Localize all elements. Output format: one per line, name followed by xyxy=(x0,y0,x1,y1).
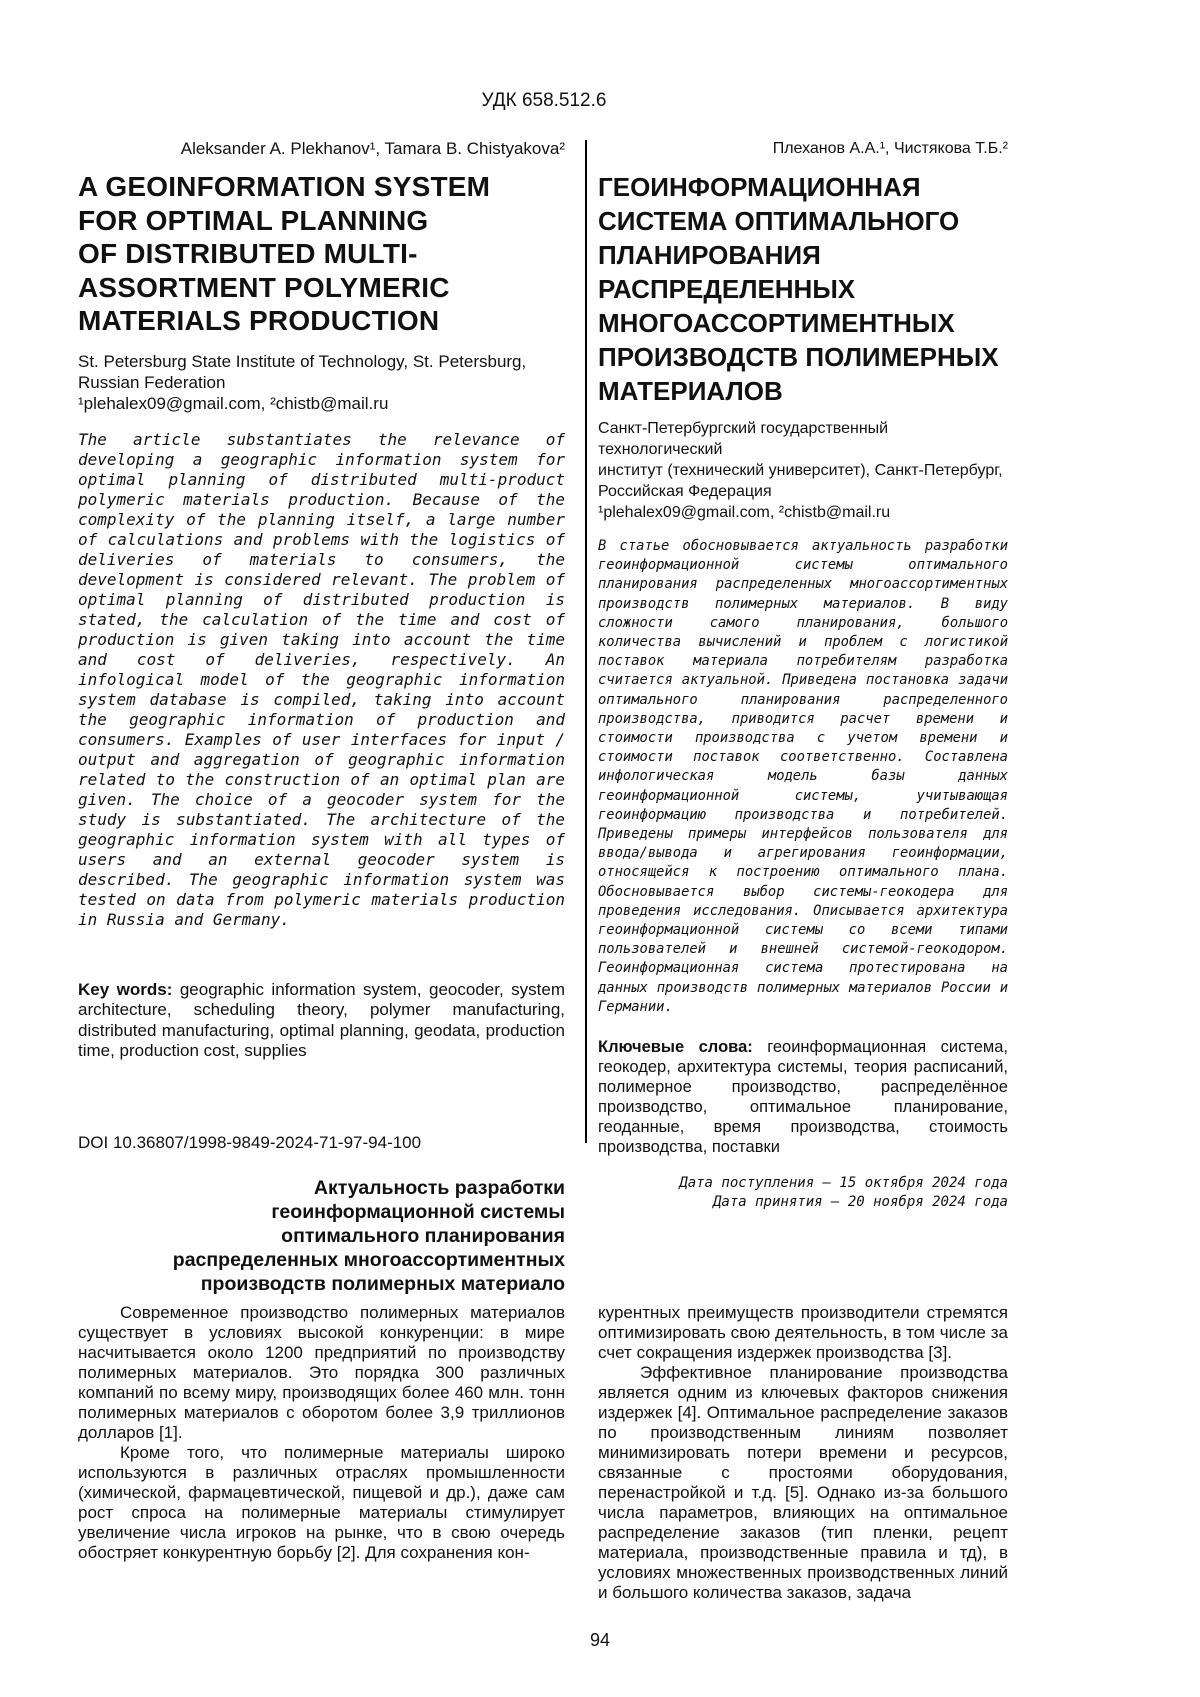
abstract-russian: В статье обосновывается актуальность разработки геоинформационной системы оптимального планирования распределенных многоассортиментных производств полимерных материалов. В виду сложности самого планирования, большого количества вычислений и проблем с логистикой поставок материала потребителям разработка считается актуальной. Приведена постановка задачи оптимального планирования распределенного производства, приводится расчет времени и стоимости производства с учетом времени и стоимости поставок соответственно. Составлена инфологическая модель базы данных геоинформационной системы, учитывающая геоинформацию производства и потребителей. Приведены примеры интерфейсов пользователя для ввода/вывода и агрегирования геоинформации, относящейся к построению оптимального плана. Обосновывается выбор системы-геокодера для проведения исследования. Описывается архитектура геоинформационной системы со всеми типами пользователей и внешней системой-геокодором. Геоинформационная система протестирована на данных производств полимерных материалов России и Германии. xyxy=(598,538,1008,1015)
body-paragraph: Кроме того, что полимерные материалы широко используются в различных отраслях промышленности (химической, фармацевтической, пищевой и др.), даже сам рост спроса на полимерные материалы стимулирует увеличение числа игроков на рынке, что в свою очередь обостряет конкурентную борьбу [2]. Для сохранения кон- xyxy=(78,1443,565,1562)
affiliation-english: St. Petersburg State Institute of Technology, St. Petersburg, Russian Federation ¹plehalex09@gmail.com, ²chistb@mail.ru xyxy=(78,351,527,413)
english-column xyxy=(78,138,565,1079)
page-number: 94 xyxy=(589,1630,611,1650)
article-title-english: A GEOINFORMATION SYSTEM FOR OPTIMAL PLANNING OF DISTRIBUTED MULTI- ASSORTMENT POLYMERIC MATERIALS PRODUCTION xyxy=(78,171,491,336)
authors-russian: Плеханов А.А.¹, Чистякова Т.Б.² xyxy=(772,140,1008,157)
body-paragraph: Эффективное планирование производства является одним из ключевых факторов снижения издержек [4]. Оптимальное распределение заказов по производственным линиям позволяет минимизировать потери времени и ресурсов, связанные с простоями оборудования, перенастройкой и т.д. [5]. Однако из-за большого числа параметров, влияющих на оптимальное распределение заказов (тип пленки, рецепт материала, производственные правила и тд), в условиях множественных производственных линий и большого количества заказов, задача xyxy=(598,1363,1008,1602)
keywords-text-english: geographic information system, geocoder, system architecture, scheduling theory, polymer manufacturing, distributed manufacturing, optimal planning, geodata, production time, production cost, supplies xyxy=(78,979,565,1060)
submission-dates: Дата поступления – 15 октября 2024 года Дата принятия – 20 ноября 2024 года xyxy=(679,1174,1008,1211)
body-text-right-column xyxy=(598,1303,1008,1603)
body-paragraph: Современное производство полимерных материалов существует в условиях высокой конкуренции: в мире насчитывается около 1200 предприятий по производству полимерных материалов. Это порядка 300 различных компаний по всему миру, производящих более 460 млн. тонн полимерных материалов с оборотом более 3,9 триллионов долларов [1]. xyxy=(78,1303,565,1442)
keywords-label-english: Key words: xyxy=(78,979,173,999)
body-text-left-column xyxy=(78,1303,565,1563)
body-paragraph: курентных преимуществ производители стремятся оптимизировать свою деятельность, в том числе за счет сокращения издержек производства [3]. xyxy=(598,1303,1008,1362)
abstract-english: The article substantiates the relevance of developing a geographic information system for optimal planning of distributed multi-product polymeric materials production. Because of the complexity of the planning itself, a large number of calculations and problems with the logistics of deliveries of materials to consumers, the development is considered relevant. The problem of optimal planning of distributed production is stated, the calculation of the time and cost of production is given taking into account the time and cost of deliveries, respectively. An infological model of the geographic information system database is compiled, taking into account the geographic information of production and consumers. Examples of user interfaces for input / output and aggregation of geographic information related to the construction of an optimal plan are given. The choice of a geocoder system for the study is substantiated. The architecture of the geographic information system with all types of users and an external geocoder system is described. The geographic information system was tested on data from polymeric materials production in Russia and Germany. xyxy=(78,429,565,929)
section-heading: Актуальность разработки геоинформационной системы оптимального планирования распределенных многоассортиментных производств полимерных материало xyxy=(172,1177,565,1295)
russian-column xyxy=(598,138,1008,1213)
keywords-text-russian: геоинформационная система, геокодер, архитектура системы, теория расписаний, полимерное производство, распределённое производство, оптимальное планирование, геоданные, время производства, стоимость производства, поставки xyxy=(598,1038,1008,1157)
affiliation-russian: Санкт-Петербургский государственный технологический институт (технический университет), Санкт-Петербург, Российская Федерация ¹plehalex09@gmail.com, ²chistb@mail.ru xyxy=(598,420,1003,521)
doi: DOI 10.36807/1998-9849-2024-71-97-94-100 xyxy=(78,1133,422,1152)
keywords-english xyxy=(78,980,565,1062)
authors-english: Aleksander A. Plekhanov¹, Tamara B. Chistyakova² xyxy=(180,139,565,158)
article-title-russian: ГЕОИНФОРМАЦИОННАЯ СИСТЕМА ОПТИМАЛЬНОГО ПЛАНИРОВАНИЯ РАСПРЕДЕЛЕННЫХ МНОГОАССОРТИМЕНТНЫХ ПРОИЗВОДСТВ ПОЛИМЕРНЫХ МАТЕРИАЛОВ xyxy=(598,172,999,406)
udc-code: УДК 658.512.6 xyxy=(481,90,607,111)
column-divider-line xyxy=(585,140,587,1143)
keywords-russian xyxy=(598,1037,1008,1157)
keywords-label-russian: Ключевые слова: xyxy=(598,1038,753,1057)
